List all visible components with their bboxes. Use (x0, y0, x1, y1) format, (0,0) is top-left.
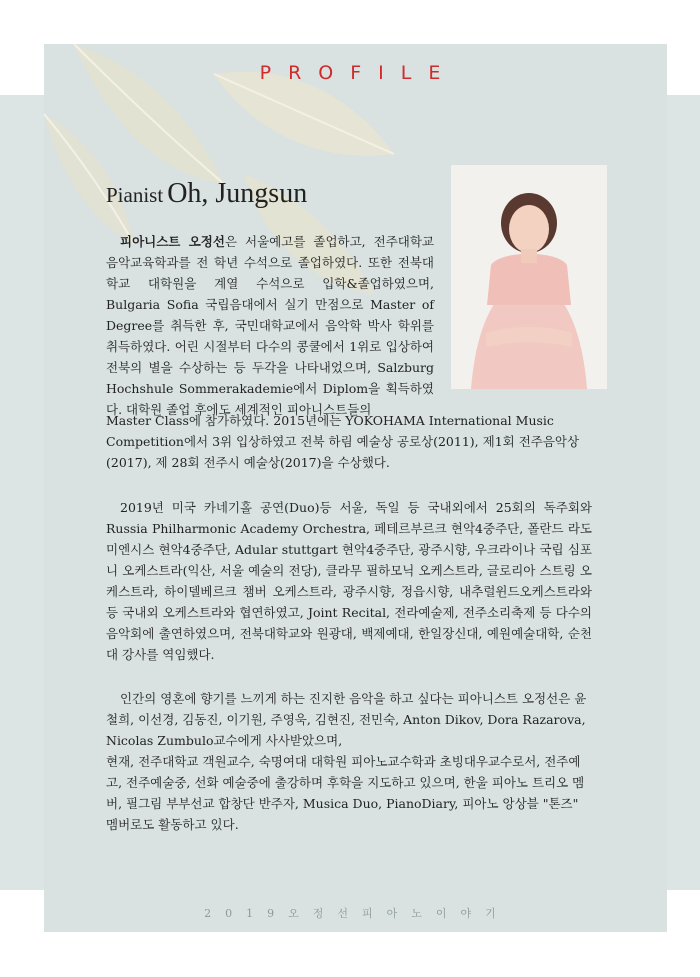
portrait-illustration (451, 165, 607, 389)
name-prefix: Pianist (106, 183, 164, 207)
bio-paragraph-2-text: 2019년 미국 카네기홀 공연(Duo)등 서울, 독일 등 국내외에서 25회의 독주회와 Russia Philharmonic Academy Orchestra, 페테르부르크 현악4중주단, 폴란드 라도미엔시스 현악4중주단, Adular stuttgart 현악4중주단, 광주시향, 우크라이나 국립 심포니 오케스트라(익산, 서울 예술의 전당), 클라무 필하모닉 오케스트라, 글로리아 스트링 오케스트라, 하이델베르크 챔버 오케스트라, 광주시향, 정읍시향, 내추럴윈드오케스트라와등 국내외 오케스트라와 협연하였고, Joint Recital, 전라예술제, 전주소리축제 등 다수의 음악회에 출연하였으며, 전북대학교와 원광대, 백제예대, 한일장신대, 예원예술대학, 순천대 강사를 역임했다. (106, 500, 592, 662)
page-title: PROFILE (259, 62, 458, 84)
bio-paragraph-3 (106, 688, 592, 835)
bio-paragraph-2 (106, 497, 592, 665)
bio-paragraph-1-continued (106, 410, 590, 473)
bio-lead-name: 피아니스트 오정선 (120, 234, 225, 249)
profile-photo (451, 165, 607, 389)
footer-caption: 2019오정선피아노이야기 (204, 907, 510, 920)
bio-paragraph-3b-text: 현재, 전주대학교 객원교수, 숙명여대 대학원 피아노교수학과 초빙대우교수로서, 전주예고, 전주예술중, 선화 예술중에 출강하며 후학을 지도하고 있으며, 한울 피아노 트리오 멤버, 필그림 부부선교 합창단 반주자, Musica Duo, PianoDiary, 피아노 앙상블 "톤즈" 멤버로도 활동하고 있다. (106, 754, 585, 832)
bio-paragraph-1 (106, 231, 434, 420)
bio-paragraph-1-cont-text: Master Class에 참가하였다. 2015년에는 YOKOHAMA International Music Competition에서 3위 입상하였고 전북 하림 예술상 공로상(2011), 제1회 전주음악상(2017), 제 28회 전주시 예술상(2017)을 수상했다. (106, 413, 580, 470)
bio-paragraph-3a-text: 인간의 영혼에 향기를 느끼게 하는 진지한 음악을 하고 싶다는 피아니스트 오정선은 윤철희, 이선경, 김동진, 이기원, 주영욱, 김현진, 전민숙, Anton Dikov, Dora Razarova, Nicolas Zumbulo교수에게 사사받았으며, (106, 691, 587, 748)
bio-paragraph-1-text: 은 서울예고를 졸업하고, 전주대학교 음악교육학과를 전 학년 수석으로 졸업하였다. 또한 전북대학교 대학원을 계열 수석으로 입학&졸업하였으며, Bulgaria Sofia 국립음대에서 실기 만점으로 Master of Degree를 취득한 후, 국민대학교에서 음악학 박사 학위를 취득하였다. 어린 시절부터 다수의 콩쿨에서 1위로 입상하여 전북의 별을 수상하는 등 두각을 나타내었으며, Salzburg Hochshule Sommerakademie에서 Diplom을 획득하였다. 대학원 졸업 후에도 세계적인 피아니스트들의 (106, 234, 434, 417)
pianist-name-heading (106, 178, 307, 210)
pianist-name: Oh, Jungsun (167, 178, 308, 209)
